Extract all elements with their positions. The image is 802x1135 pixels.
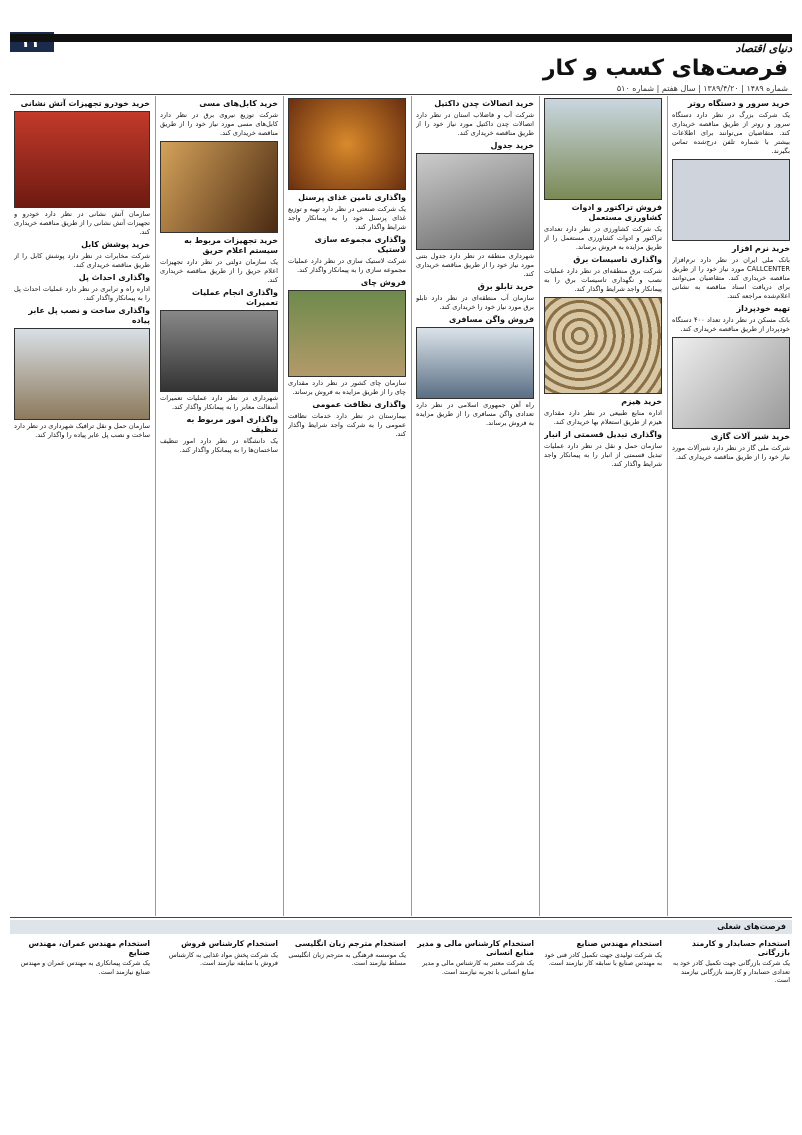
article-body: یک دانشگاه در نظر دارد امور تنظیف ساختمان‌ها را به پیمانکار واگذار کند. [160,437,278,454]
job-body: یک شرکت معتبر به کارشناس مالی و مدیر منابع انسانی با تجربه نیازمند است. [422,959,534,976]
article-headline: خرید اتصالات چدن داکتیل [434,99,534,108]
article-body: یک شرکت بزرگ در نظر دارد دستگاه سرور و روتر از طریق مناقصه خریداری کند. متقاضیان می‌توانند برای اطلاعات بیشتر با شماره تلفن درج‌شده تماس بگیرند. [672,111,790,155]
job-body: یک شرکت بازرگانی جهت تکمیل کادر خود به تعدادی حسابدار و کارمند بازرگانی نیازمند است. [672,959,790,985]
article-headline: خرید خودرو تجهیزات آتش نشانی [20,99,150,108]
photo-food [288,98,406,190]
job-title: استخدام مهندس عمران، مهندس صنایع [28,939,150,957]
article-headline: فروش تراکتور و ادوات کشاورزی مستعمل [571,203,662,222]
job-title: استخدام کارشناس مالی و مدیر منابع انسانی [417,939,534,957]
job-ad [14,938,150,1128]
article-body: سازمان حمل و نقل ترافیک شهرداری در نظر دارد ساخت و نصب پل عابر پیاده را واگذار کند. [14,422,150,439]
article-headline: فروش واگن مسافری [448,315,534,324]
article-body: بانک ملی ایران در نظر دارد نرم‌افزار CALLCENTER مورد نیاز خود را از طریق مناقصه خریداری کند. متقاضیان می‌توانند برای دریافت اسناد مناقصه به نشانی اعلام‌شده مراجعه کنند. [672,256,790,300]
photo-tea [288,290,406,377]
job-title: استخدام مترجم زبان انگلیسی [294,939,406,948]
column-4 [288,96,406,916]
article-headline: خرید تجهیزات مربوط به سیستم اعلام حریق [184,236,278,255]
column-divider [539,96,540,916]
article-headline: واگذاری تبدیل قسمتی از انبار [544,430,662,439]
article-headline: تهیه خودپرداز [736,304,790,313]
column-divider [283,96,284,916]
article-headline: خرید کابل‌های مسی [199,99,278,108]
article-body: شرکت مخابرات در نظر دارد پوشش کابل را از طریق مناقصه خریداری کند. [14,252,150,269]
photo-tractor [544,98,662,200]
article-headline: واگذاری مجموعه سازی لاستیک [314,235,406,254]
article-headline: واگذاری امور مربوط به تنظیف [186,415,278,434]
article-body: شرکت توزیع نیروی برق در نظر دارد کابل‌های مسی مورد نیاز خود را از طریق مناقصه خریداری کند. [160,111,278,137]
article-headline: فروش چای [360,278,406,287]
photo-road-curb [416,153,534,250]
photo-fire-truck [14,111,150,208]
article-body: اداره منابع طبیعی در نظر دارد مقداری هیزم از طریق استعلام بها خریداری کند. [544,409,662,426]
job-ad [670,938,790,1128]
article-body: بیمارستان در نظر دارد خدمات نظافت عمومی را به شرکت واجد شرایط واگذار کند. [288,412,406,438]
article-body: راه آهن جمهوری اسلامی در نظر دارد تعدادی واگن مسافری را از طریق مزایده به فروش برساند. [416,401,534,427]
article-headline: خرید هیزم [621,397,662,406]
article-body: شرکت آب و فاضلاب استان در نظر دارد اتصالات چدن داکتیل مورد نیاز خود را از طریق مناقصه خریداری کند. [416,111,534,137]
header-rule [10,94,792,95]
article-headline: واگذاری ساخت و نصب پل عابر پیاده [28,306,150,325]
photo-fittings [672,337,790,429]
article-body: شرکت برق منطقه‌ای در نظر دارد عملیات نصب و نگهداری تاسیسات برق را به پیمانکار واجد شرایط واگذار کند. [544,267,662,293]
job-title: استخدام کارشناس فروش [181,939,278,948]
article-headline: خرید پوشش کابل [81,240,150,249]
job-ad [414,938,534,1128]
photo-footbridge [14,328,150,420]
photo-workers [160,310,278,392]
article-headline: خرید شیر آلات گازی [710,432,790,441]
article-headline: خرید تابلو برق [477,282,534,291]
job-body: یک شرکت پیمانکاری به مهندس عمران و مهندس صنایع نیازمند است. [20,959,150,976]
photo-logs [544,297,662,394]
article-headline: واگذاری احداث پل [78,273,150,282]
top-rule [10,34,792,42]
job-body: یک شرکت پخش مواد غذایی به کارشناس فروش با سابقه نیازمند است. [168,950,278,968]
jobs-section-header: فرصت‌های شغلی [10,920,792,934]
dateline: شماره ۱۴۸۹ | ۱۳۸۹/۴/۲۰ | سال هفتم | شماره ۵۱۰ [616,84,788,93]
job-ad [542,938,662,1128]
column-divider [411,96,412,916]
page-title: فرصت‌های کسب و کار [542,56,788,81]
article-body: بانک مسکن در نظر دارد تعداد ۴۰۰ دستگاه خودپرداز از طریق مناقصه خریداری کند. [672,316,790,333]
column-1 [672,96,790,916]
job-ad [286,938,406,1128]
article-body: سازمان آب منطقه‌ای در نظر دارد تابلو برق مورد نیاز خود را خریداری کند. [416,294,534,311]
article-headline: خرید سرور و دستگاه روتر [687,99,790,108]
article-headline: خرید نرم افزار [731,244,790,253]
article-body: یک شرکت کشاورزی در نظر دارد تعدادی تراکتور و ادوات کشاورزی مستعمل را از طریق مزایده به فروش برساند. [544,225,662,251]
column-divider [155,96,156,916]
column-6 [14,96,150,916]
article-headline: خرید جدول [490,141,534,150]
article-body: شهرداری در نظر دارد عملیات تعمیرات آسفالت معابر را به پیمانکار واگذار کند. [160,394,278,411]
article-body: یک شرکت صنعتی در نظر دارد تهیه و توزیع غذای پرسنل خود را به پیمانکار واجد شرایط واگذار کند. [288,205,406,231]
article-body: یک سازمان دولتی در نظر دارد تجهیزات اعلام حریق را از طریق مناقصه خریداری کند. [160,258,278,284]
article-body: سازمان چای کشور در نظر دارد مقداری چای را از طریق مزایده به فروش برساند. [288,379,406,396]
article-body: شرکت لاستیک سازی در نظر دارد عملیات مجموعه سازی را به پیمانکار واگذار کند. [288,257,406,274]
job-body: یک شرکت تولیدی جهت تکمیل کادر فنی خود به مهندس صنایع با سابقه کار نیازمند است. [544,950,662,968]
job-title: استخدام حسابدار و کارمند بازرگانی [692,939,790,957]
article-headline: واگذاری نظافت عمومی [312,400,406,409]
article-body: اداره راه و ترابری در نظر دارد عملیات احداث پل را به پیمانکار واگذار کند. [14,285,150,302]
article-headline: واگذاری تامین غذای پرسنل [298,193,406,202]
column-2 [544,96,662,916]
article-body: شهرداری منطقه در نظر دارد جدول بتنی مورد نیاز خود را از طریق مناقصه خریداری کند. [416,252,534,278]
article-headline: واگذاری انجام عملیات تعمیرات [191,288,278,307]
job-title: استخدام مهندس صنایع [576,939,662,948]
photo-atm [672,159,790,241]
article-headline: واگذاری تاسیسات برق [573,255,662,264]
column-divider [667,96,668,916]
job-body: یک موسسه فرهنگی به مترجم زبان انگلیسی مسلط نیازمند است. [288,950,406,968]
job-ad [158,938,278,1128]
section-rule [10,917,792,918]
photo-cables [160,141,278,233]
column-3 [416,96,534,916]
column-5 [160,96,278,916]
brand-name: دنیای اقتصاد [735,42,792,55]
photo-train [416,327,534,399]
article-body: شرکت ملی گاز در نظر دارد شیرآلات مورد نیاز خود را از طریق مناقصه خریداری کند. [672,444,790,461]
article-body: سازمان آتش نشانی در نظر دارد خودرو و تجهیزات آتش نشانی را از طریق مناقصه خریداری کند. [14,210,150,236]
article-body: سازمان حمل و نقل در نظر دارد عملیات تبدیل قسمتی از انبار را به پیمانکار واجد شرایط واگذار کند. [544,442,662,468]
